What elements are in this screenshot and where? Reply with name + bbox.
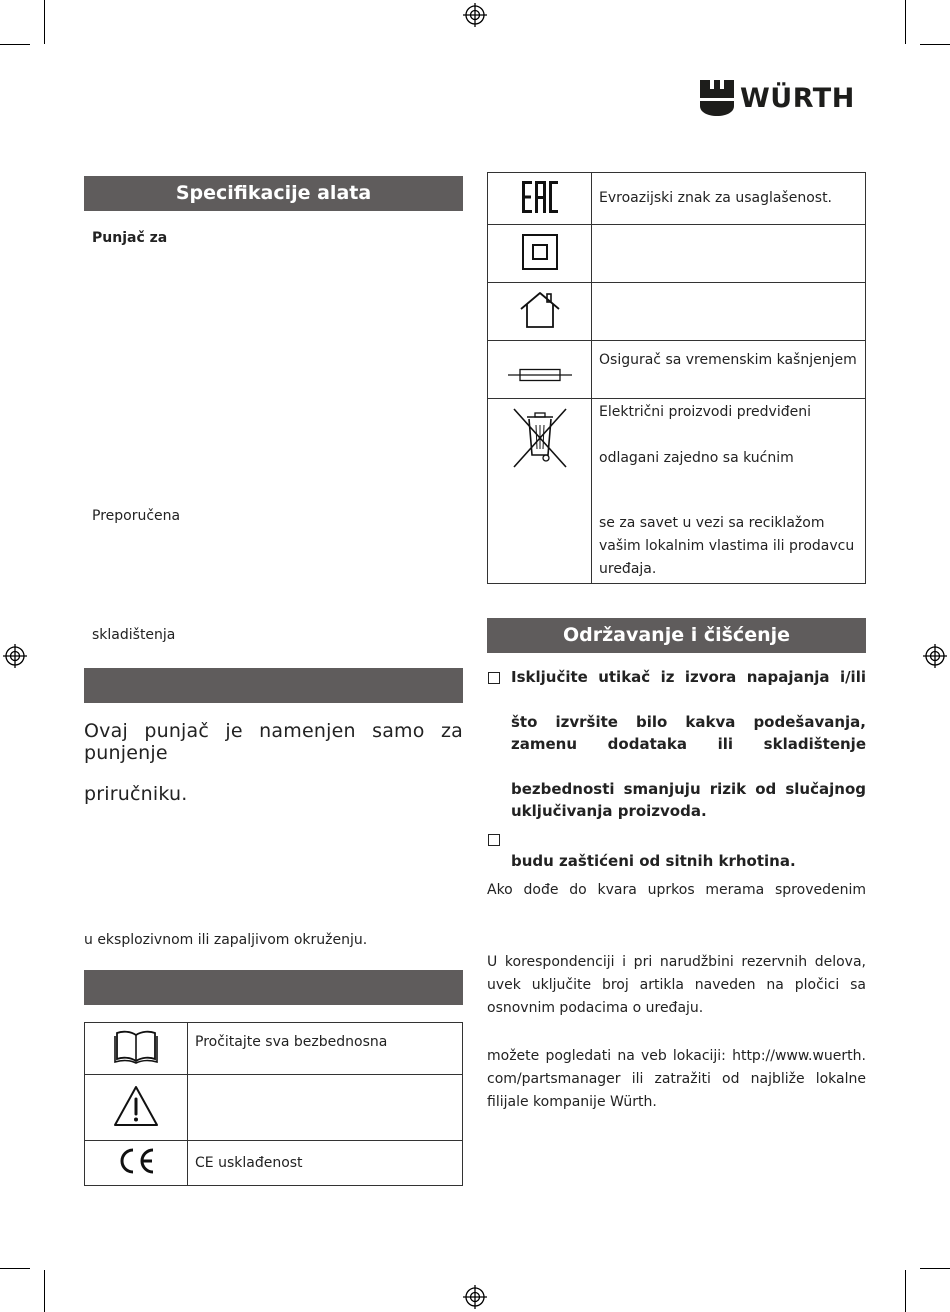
symbol-text — [188, 1075, 463, 1141]
correspondence-line: uvek uključite broj artikla naveden na pločici sa — [487, 977, 866, 993]
maintenance-item-line: Isključite utikač iz izvora napajanja i/ili — [511, 668, 866, 686]
table-row — [488, 173, 866, 225]
maintenance-section-header: Održavanje i čišćenje — [487, 618, 866, 653]
checkbox-square-icon — [488, 672, 500, 684]
wurth-emblem-icon — [700, 80, 734, 116]
maintenance-item-line: što izvršite bilo kakva podešavanja, — [511, 713, 866, 731]
web-line: com/partsmanager ili zatražiti od najbliže lokalne — [487, 1071, 866, 1087]
web-line: možete pogledati na veb lokaciji: http://www.wuerth. — [487, 1048, 866, 1064]
weee-line: vašim lokalnim vlastima ili prodavcu — [599, 538, 855, 554]
weee-text-cell — [592, 399, 866, 584]
recommended-label: Preporučena — [92, 508, 181, 524]
brand-logo — [700, 80, 855, 116]
crossed-bin-icon — [511, 405, 569, 469]
table-row — [488, 341, 866, 399]
charger-for-label: Punjač za — [92, 230, 168, 246]
symbol-text: Pročitajte sva bezbednosna — [188, 1023, 463, 1075]
ce-mark-icon — [115, 1147, 157, 1175]
table-row — [85, 1023, 463, 1075]
symbol-text — [592, 225, 866, 283]
crop-mark — [905, 0, 906, 44]
maintenance-item-line: zamenu dodataka ili skladištenje — [511, 735, 866, 753]
spec-section-header: Specifikacije alata — [84, 176, 463, 211]
correspondence-line: U korespondenciji i pri narudžbini rezervnih delova, — [487, 954, 866, 970]
brand-name: WÜRTH — [740, 82, 855, 114]
weee-line: uređaja. — [599, 561, 657, 577]
right-symbols-table — [487, 172, 866, 584]
intended-use-line: Ovaj punjač je namenjen samo za punjenje — [84, 720, 463, 764]
table-row — [85, 1141, 463, 1186]
table-row — [488, 283, 866, 341]
maintenance-item-line: budu zaštićeni od sitnih krhotina. — [511, 852, 796, 870]
weee-line: se za savet u vezi sa reciklažom — [599, 515, 825, 531]
double-insulation-icon — [521, 233, 559, 271]
intended-use-line: priručniku. — [84, 783, 188, 805]
explosive-note: u eksplozivnom ili zapaljivom okruženju. — [84, 932, 368, 948]
web-line: filijale kompanije Würth. — [487, 1094, 657, 1110]
symbol-text — [592, 283, 866, 341]
failure-line: Ako dođe do kvara uprkos merama sprovedenim — [487, 882, 866, 898]
symbol-text: CE usklađenost — [188, 1141, 463, 1186]
weee-line: Električni proizvodi predviđeni — [599, 404, 811, 420]
time-delay-fuse-icon — [508, 368, 572, 382]
symbol-text: Evroazijski znak za usaglašenost. — [592, 173, 866, 225]
table-row — [488, 399, 866, 584]
registration-mark-icon — [463, 1285, 487, 1309]
crop-mark — [44, 0, 45, 44]
registration-mark-icon — [923, 644, 947, 668]
symbol-text: Osigurač sa vremenskim kašnjenjem — [592, 341, 866, 399]
warning-triangle-icon — [112, 1084, 160, 1128]
storage-label: skladištenja — [92, 627, 176, 643]
weee-line: odlagani zajedno sa kućnim — [599, 450, 794, 466]
maintenance-item-line: bezbednosti smanjuju rizik od slučajnog — [511, 780, 866, 798]
registration-mark-icon — [3, 644, 27, 668]
crop-mark — [44, 1270, 45, 1312]
symbols-header — [84, 970, 463, 1005]
crop-mark — [905, 1270, 906, 1312]
correspondence-line: osnovnim podacima o uređaju. — [487, 1000, 704, 1016]
table-row — [85, 1075, 463, 1141]
left-symbols-table — [84, 1022, 463, 1186]
table-row — [488, 225, 866, 283]
registration-mark-icon — [463, 3, 487, 27]
crop-mark — [920, 1268, 950, 1269]
eac-mark-icon — [520, 179, 560, 215]
crop-mark — [0, 1268, 30, 1269]
crop-mark — [920, 44, 950, 45]
crop-mark — [0, 44, 30, 45]
maintenance-item-line: uključivanja proizvoda. — [511, 802, 707, 820]
indoor-use-house-icon — [518, 290, 562, 330]
intended-use-header — [84, 668, 463, 703]
checkbox-square-icon — [488, 834, 500, 846]
book-icon — [114, 1029, 158, 1065]
